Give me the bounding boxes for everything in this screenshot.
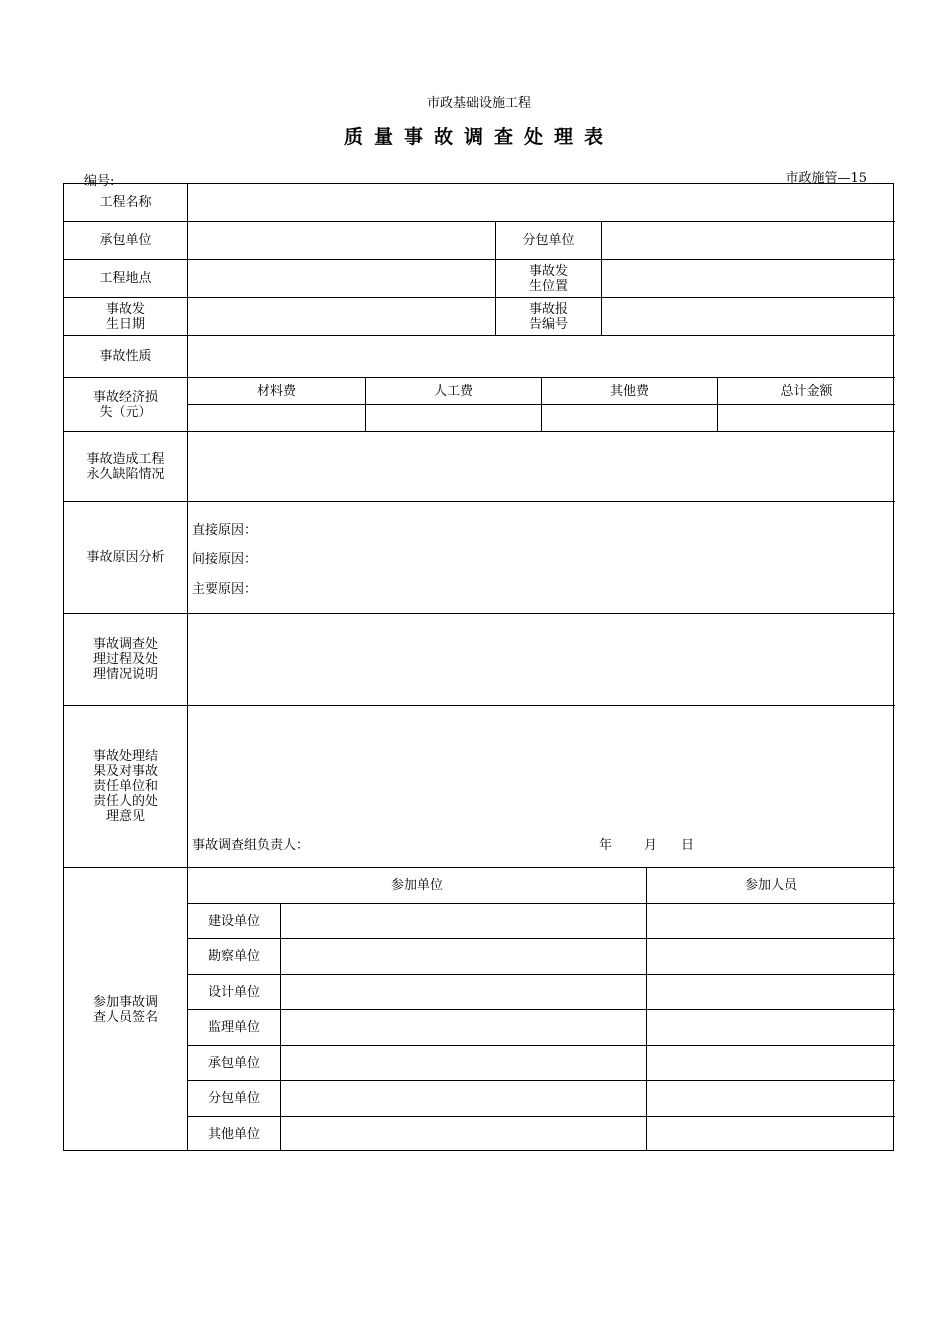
input-project-name[interactable] — [188, 184, 895, 221]
input-handling-result[interactable] — [188, 706, 895, 826]
label-report-number: 事故报 告编号 — [528, 301, 568, 332]
input-accident-nature[interactable] — [188, 336, 895, 377]
loss-col-labor: 人工费 — [433, 383, 473, 399]
unit-construction: 建设单位 — [207, 913, 260, 929]
input-participant-signature[interactable] — [647, 1046, 895, 1080]
label-accident-location: 事故发 生位置 — [528, 263, 568, 294]
form-title: 质量事故调查处理表 — [343, 126, 614, 148]
input-accident-location[interactable] — [602, 260, 895, 297]
main-cause-label: 主要原因： — [192, 582, 258, 597]
input-subcontractor[interactable] — [602, 222, 895, 259]
input-investigation-process[interactable] — [188, 614, 895, 705]
form-code: 市政施管—15 — [785, 171, 867, 186]
label-contractor: 承包单位 — [99, 233, 152, 248]
label-signatures: 参加事故调 查人员签名 — [92, 994, 158, 1025]
input-loss-material[interactable] — [188, 405, 365, 431]
date-year-label: 年 — [599, 838, 613, 853]
input-unit-name[interactable] — [281, 1010, 646, 1045]
unit-supervision: 监理单位 — [207, 1020, 260, 1035]
label-subcontractor: 分包单位 — [522, 233, 575, 248]
date-day-label: 日 — [681, 838, 695, 853]
label-accident-date: 事故发 生日期 — [105, 301, 145, 332]
label-permanent-defect: 事故造成工程 永久缺陷情况 — [86, 451, 165, 482]
label-economic-loss: 事故经济损 失（元） — [92, 389, 158, 420]
label-project-location: 工程地点 — [99, 271, 152, 286]
loss-col-other: 其他费 — [609, 383, 649, 399]
label-handling-result: 事故处理结 果及对事故 责任单位和 责任人的处 理意见 — [92, 749, 158, 824]
input-participant-signature[interactable] — [647, 904, 895, 938]
accident-form-table — [63, 183, 894, 1151]
input-participant-signature[interactable] — [647, 975, 895, 1009]
investigation-leader-label: 事故调查组负责人： — [192, 838, 310, 853]
serial-number-label: 编号: — [84, 174, 115, 189]
label-project-name: 工程名称 — [99, 195, 152, 210]
loss-col-total: 总计金额 — [780, 383, 833, 399]
input-unit-name[interactable] — [281, 1046, 646, 1080]
date-month-label: 月 — [644, 838, 658, 853]
input-participant-signature[interactable] — [647, 1117, 895, 1151]
input-loss-other[interactable] — [542, 405, 717, 431]
label-accident-nature: 事故性质 — [99, 349, 152, 364]
unit-other: 其他单位 — [207, 1126, 260, 1142]
input-unit-name[interactable] — [281, 904, 646, 938]
label-investigation-process: 事故调查处 理过程及处 理情况说明 — [92, 637, 158, 682]
header-participants: 参加人员 — [744, 878, 797, 893]
loss-col-material: 材料费 — [256, 383, 296, 399]
unit-contractor: 承包单位 — [207, 1055, 260, 1071]
input-participant-signature[interactable] — [647, 939, 895, 974]
input-participant-signature[interactable] — [647, 1010, 895, 1045]
input-project-location[interactable] — [188, 260, 495, 297]
input-participant-signature[interactable] — [647, 1081, 895, 1116]
direct-cause-label: 直接原因： — [192, 523, 258, 538]
form-subtitle: 市政基础设施工程 — [426, 96, 531, 111]
input-report-number[interactable] — [602, 298, 895, 335]
input-loss-labor[interactable] — [366, 405, 541, 431]
indirect-cause-label: 间接原因： — [192, 552, 258, 567]
input-unit-name[interactable] — [281, 1117, 646, 1151]
input-accident-date[interactable] — [188, 298, 495, 335]
input-permanent-defect[interactable] — [188, 432, 895, 501]
input-contractor[interactable] — [188, 222, 495, 259]
header-participating-unit: 参加单位 — [390, 878, 443, 893]
input-unit-name[interactable] — [281, 975, 646, 1009]
input-cause-analysis[interactable] — [324, 502, 895, 613]
unit-design: 设计单位 — [207, 984, 260, 1000]
label-cause-analysis: 事故原因分析 — [86, 550, 165, 565]
input-unit-name[interactable] — [281, 939, 646, 974]
unit-survey: 勘察单位 — [207, 949, 260, 964]
unit-subcontractor: 分包单位 — [207, 1091, 260, 1106]
input-unit-name[interactable] — [281, 1081, 646, 1116]
input-loss-total[interactable] — [718, 405, 895, 431]
